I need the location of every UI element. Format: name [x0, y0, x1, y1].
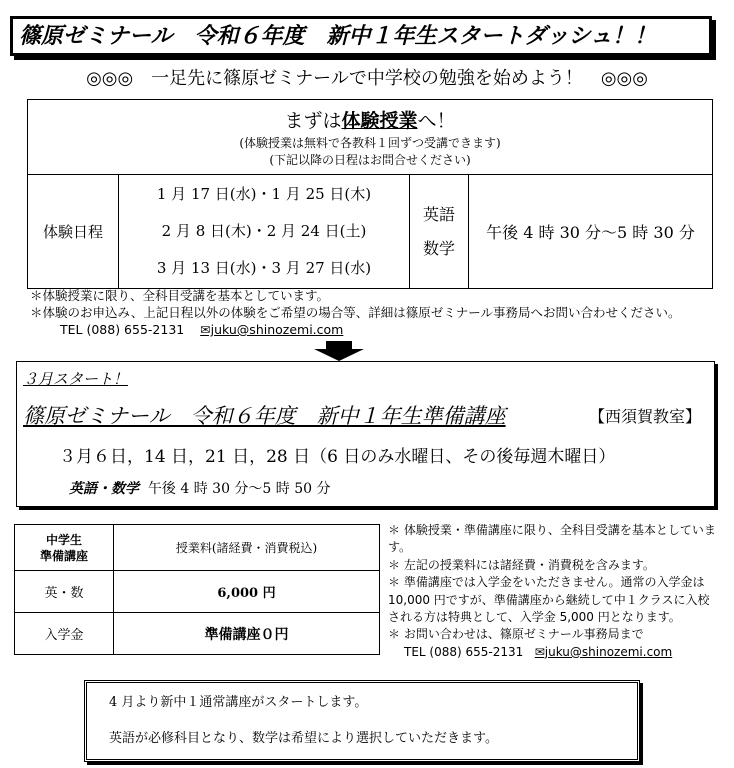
fee-tel: TEL (088) 655-2131 [404, 644, 524, 659]
course-box [16, 361, 715, 507]
trial-time: 午後 4 時 30 分～5 時 30 分 [469, 175, 713, 289]
trial-subjects [410, 175, 469, 289]
fee-note-3: ＊ 準備講座では入学金をいただきません。通常の入学金は 10,000 円ですが、準備講座から継続して中１クラスに入校される方は特典として、入学金 5,000 円となります。 [388, 575, 710, 625]
trial-subject-math: 数学 [422, 238, 455, 258]
trial-heading [29, 101, 711, 135]
trial-subject-english: 英語 [422, 204, 455, 224]
footer-line-1: 4 月より新中１通常講座がスタートします。 [109, 695, 368, 710]
fee-notes [388, 522, 718, 661]
course-time: 午後 4 時 30 分～5 時 50 分 [147, 481, 331, 497]
course-subjects: 英語・数学 [69, 481, 139, 497]
trial-date-jan: 1 月 17 日(水)・1 月 25 日(木) [156, 185, 372, 203]
trial-table [27, 99, 713, 289]
page-title: 篠原ゼミナール 令和６年度 新中１年生スタートダッシュ！！ [10, 16, 712, 56]
trial-note-free: (体験授業は無料で各教科１回ずつ受講できます) [239, 136, 501, 150]
trial-date-mar: 3 月 13 日(水)・3 月 27 日(水) [156, 259, 372, 277]
trial-notes [30, 287, 720, 338]
course-title: 篠原ゼミナール 令和６年度 新中１年生準備講座 [23, 404, 506, 428]
course-time-line [69, 478, 331, 498]
course-start: ３月スタート！ [23, 370, 129, 388]
trial-heading-pre: まずは [284, 110, 342, 132]
trial-dates [119, 175, 410, 289]
fee-note-2: ＊ 左記の授業料には諸経費・消費税を含みます。 [388, 557, 655, 572]
trial-note-inquiry: (下記以降の日程はお問合せください) [269, 153, 471, 167]
trial-date-feb: 2 月 8 日(木)・2 月 24 日(土) [161, 222, 367, 240]
fee-row-label: 入学金 [15, 613, 114, 655]
trial-tel: TEL (088) 655-2131 [60, 322, 185, 337]
trial-heading-emphasis: 体験授業 [341, 110, 418, 132]
fee-note-1: ＊ 体験授業・準備講座に限り、全科目受講を基本としています。 [388, 523, 716, 555]
footer-box [84, 680, 640, 762]
fee-row-value: 6,000 円 [114, 571, 380, 613]
fee-row-value: 準備講座０円 [114, 613, 380, 655]
fee-row-label: 英・数 [15, 571, 114, 613]
fee-email: ✉juku@shinozemi.com [534, 644, 673, 659]
subtitle: ◎◎◎ 一足先に篠原ゼミナールで中学校の勉強を始めよう！ ◎◎◎ [86, 68, 648, 89]
trial-note-1: ＊体験授業に限り、全科目受講を基本としています。 [30, 288, 330, 303]
course-dates: ３月６日，14 日，21 日，28 日（6 日のみ水曜日、その後毎週木曜日） [59, 447, 616, 467]
course-room: 【西須賀教室】 [589, 407, 702, 426]
trial-heading-post: へ！ [417, 110, 456, 132]
trial-note-2: ＊体験のお申込み、上記日程以外の体験をご希望の場合等、詳細は篠原ゼミナール事務局へお問い合わせください。 [30, 305, 681, 320]
down-arrow-icon [312, 341, 366, 361]
trial-heading-cell [28, 100, 713, 175]
fee-head-label: 中学生 準備講座 [15, 525, 114, 571]
fee-note-4: ＊ お問い合わせは、篠原ゼミナール事務局まで [388, 627, 644, 642]
trial-email: ✉juku@shinozemi.com [200, 322, 344, 337]
trial-date-label: 体験日程 [28, 175, 119, 289]
footer-line-2: 英語が必修科目となり、数学は希望により選択していただきます。 [109, 731, 498, 746]
fee-head-fee: 授業料(諸経費・消費税込) [114, 525, 380, 571]
fee-table [14, 524, 380, 655]
